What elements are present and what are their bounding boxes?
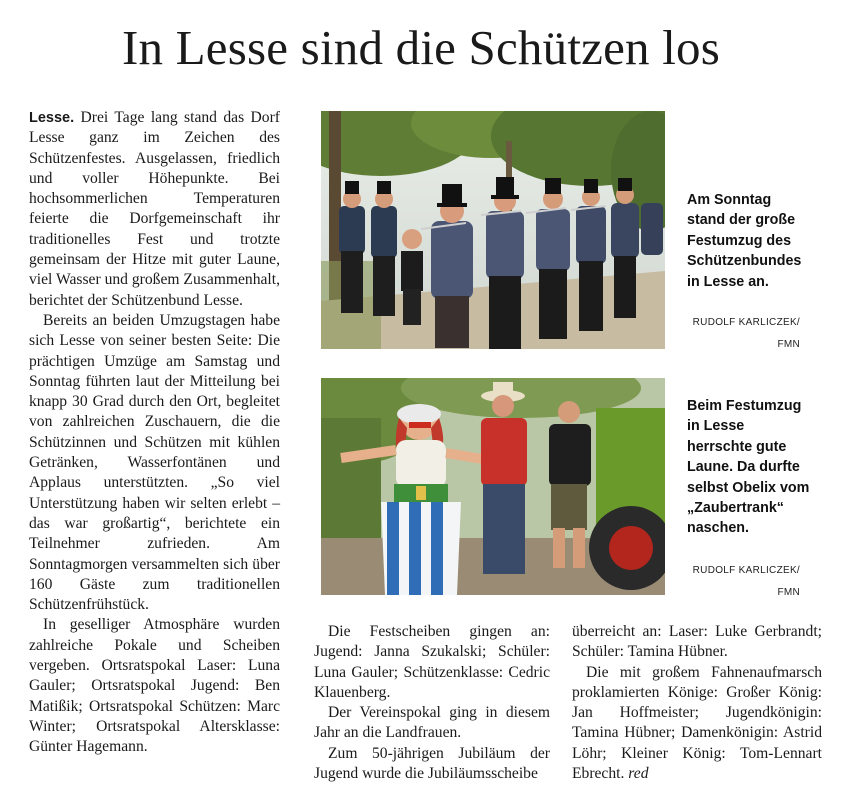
obelix-photo [321,378,665,595]
article-paragraph [29,108,280,311]
article-column-1 [29,108,280,758]
article-paragraph: Zum 50-jährigen Jubiläum der Jugend wurde die Jubiläumsscheibe [314,744,550,783]
credit-line: FMN [777,339,800,350]
credit-line: FMN [777,587,800,598]
photo-caption-2: Beim Festumzug in Lesse herrschte gute Laune. Da durfte selbst Obelix vom „Zaubertrank“ naschen. [687,398,810,537]
credit-line: RUDOLF KARLICZEK/ [692,317,800,328]
parade-photo-image [321,111,665,349]
article-paragraph [572,663,822,785]
photo-credit-2 [680,560,800,604]
credit-line: RUDOLF KARLICZEK/ [692,565,800,576]
paragraph-text: Die mit großem Fahnenaufmarsch proklamierten Könige: Großer König: Jan Hoffmeister; Jugendkönigin: Tamina Hübner; Damenkönigin: Astrid Löhr; Kleiner König: Tom-Lennart Ebrecht. [572,663,822,783]
dateline: Lesse. [29,110,75,126]
photo-credit-1 [680,312,800,356]
paragraph-text: Drei Tage lang stand das Dorf Lesse ganz im Zeichen des Schützenfestes. Ausgelassen, friedlich und voller Höhepunkte. Bei hochsommerlichen Temperaturen feierte die Dorfgemeinschaft ihr traditionelles Fest und trotzte gemeinsam der Hitze mit guter Laune, viel Wasser und großem Zusammenhalt, berichtet der Schützenbund Lesse. [29,109,280,309]
article-paragraph: Der Vereinspokal ging in diesem Jahr an die Landfrauen. [314,704,550,742]
article-column-3 [572,622,822,784]
article-paragraph: Bereits an beiden Umzugstagen habe sich Lesse von seiner besten Seite: Die prächtigen Umzüge am Samstag und Sonntag führten laut der Mitteilung bei knapp 30 Grad durch den Ort, begleitet von zahlreichen Zuschauern, die die Schützinnen und Schützen mit kühlen Getränken, Wasserfontänen und Applaus unterstützten. „So viel Unterstützung haben wir selten erlebt – das war großartig“, berichtete ein Teilnehmer zufrieden. Am Sonntagmorgen versammelten sich über 160 Gäste zum traditionellen Schützenfrühstück. [29,311,280,614]
author-initials: red [628,765,649,783]
article-paragraph: Die Festscheiben gingen an: Jugend: Janna Szukalski; Schüler: Luna Gauler; Schützenklasse: Cedric Klauenberg. [314,623,550,701]
obelix-photo-image [321,378,665,595]
headline: In Lesse sind die Schützen los [122,20,720,75]
article-column-2 [314,622,550,784]
photo-caption-1: Am Sonntag stand der große Festumzug des Schützenbundes in Lesse an. [687,192,802,290]
parade-photo [321,111,665,349]
article-paragraph: überreicht an: Laser: Luke Gerbrandt; Schüler: Tamina Hübner. [572,623,822,661]
article-paragraph: In geselliger Atmosphäre wurden zahlreiche Pokale und Scheiben vergeben. Ortsratspokal Laser: Luna Gauler; Ortsratspokal Jugend: Ben Matißik; Ortsratspokal Schützen: Marc Winter; Ortsratspokal Altersklasse: Günter Hagemann. [29,616,280,756]
